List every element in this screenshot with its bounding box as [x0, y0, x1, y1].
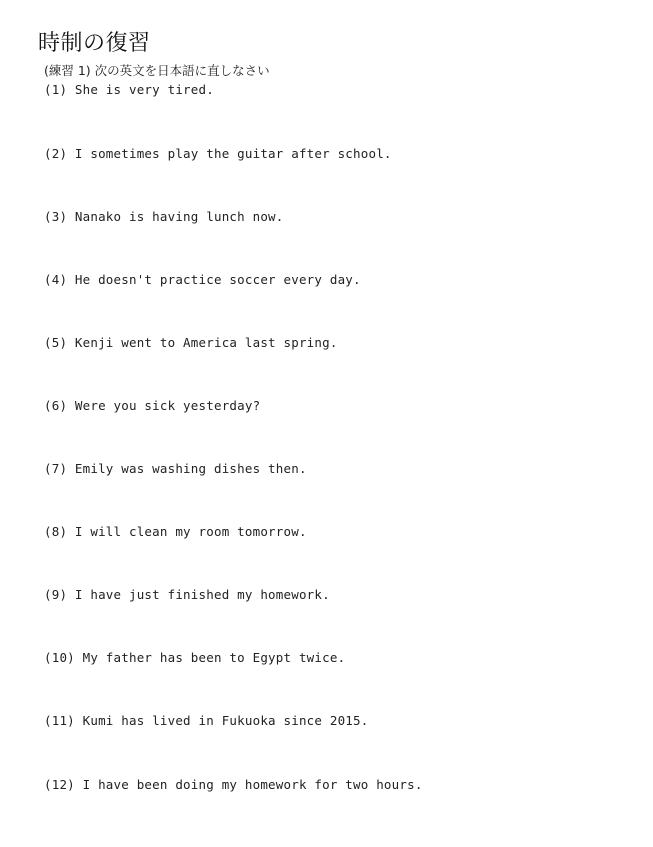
sentence-item-12: (12) I have been doing my homework for two hours. [44, 777, 423, 792]
sentence-item-2: (2) I sometimes play the guitar after school. [44, 146, 392, 161]
exercise-instruction: (練習 1) 次の英文を日本語に直しなさい [44, 63, 270, 78]
sentence-item-6: (6) Were you sick yesterday? [44, 398, 261, 413]
sentence-item-10: (10) My father has been to Egypt twice. [44, 650, 346, 665]
sentence-item-1: (1) She is very tired. [44, 82, 214, 97]
sentence-item-7: (7) Emily was washing dishes then. [44, 461, 307, 476]
sentence-item-8: (8) I will clean my room tomorrow. [44, 524, 307, 539]
worksheet-title: 時制の復習 [38, 31, 151, 56]
sentence-item-3: (3) Nanako is having lunch now. [44, 209, 284, 224]
sentence-item-5: (5) Kenji went to America last spring. [44, 335, 338, 350]
sentence-item-11: (11) Kumi has lived in Fukuoka since 2015. [44, 713, 369, 728]
sentence-item-9: (9) I have just finished my homework. [44, 587, 330, 602]
sentence-item-4: (4) He doesn't practice soccer every day. [44, 272, 361, 287]
